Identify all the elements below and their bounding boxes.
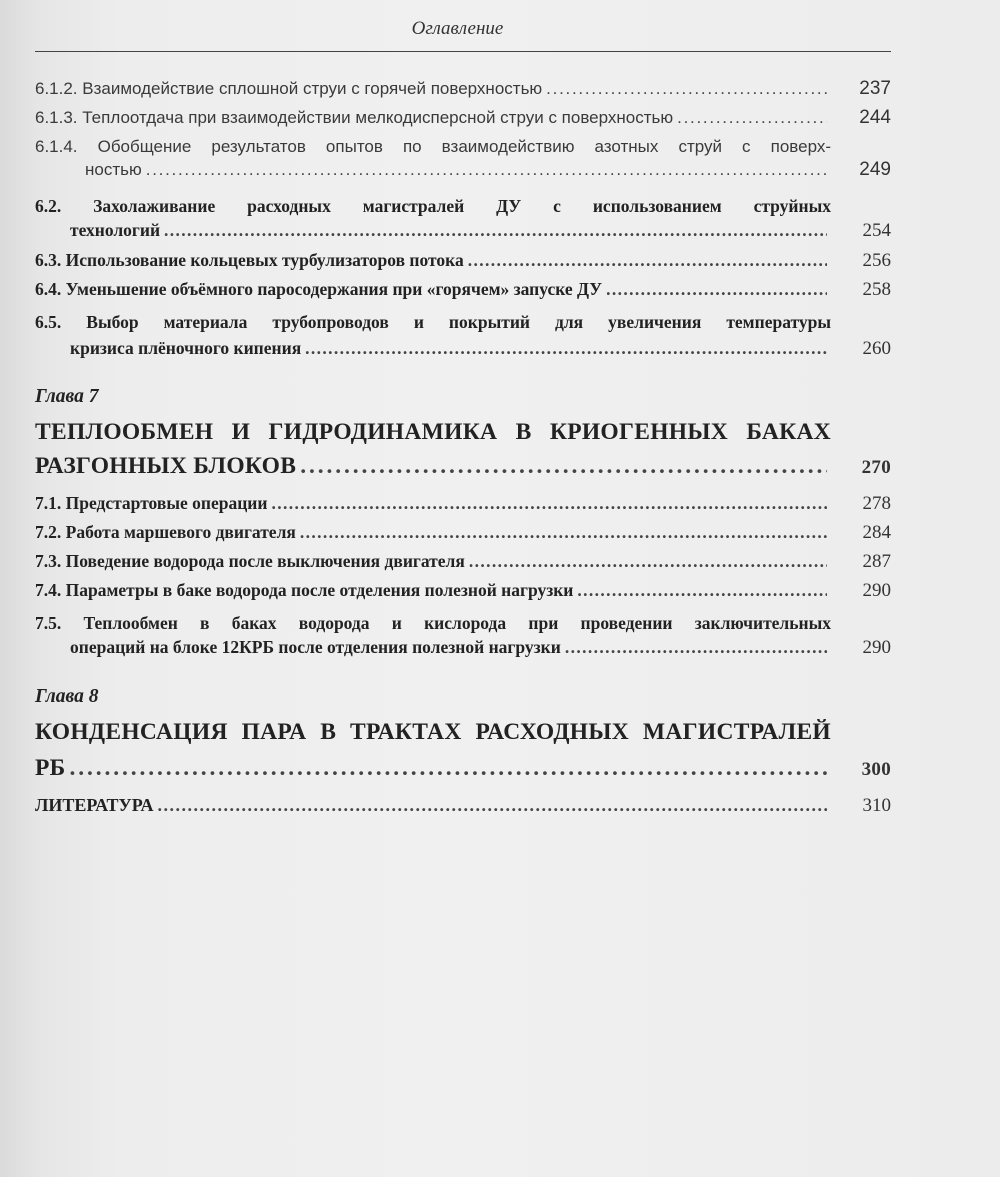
dot-leader <box>157 795 827 816</box>
dot-leader <box>565 637 827 658</box>
toc-page-number: 237 <box>859 78 891 99</box>
toc-page-number: 258 <box>862 279 891 300</box>
toc-entry-title: 7.2. Работа маршевого двигателя <box>35 522 296 542</box>
dot-leader <box>300 453 827 480</box>
table-of-contents <box>35 78 891 825</box>
dot-leader <box>300 522 827 543</box>
toc-entry-6-5 <box>35 308 891 368</box>
chapter-7-label: Глава 7 <box>35 386 99 407</box>
toc-entry-6-1-4 <box>35 134 891 186</box>
toc-page-number: 270 <box>861 457 891 478</box>
dot-leader <box>146 160 827 180</box>
toc-entry-7-5 <box>35 609 891 666</box>
toc-entry-title-line1: 6.1.4. Обобщение результатов опытов по взаимодействию азотных струй с поверх- <box>35 137 831 156</box>
toc-entry-title: 7.3. Поведение водорода после выключения двигателя <box>35 551 465 571</box>
toc-page-number: 290 <box>862 580 891 601</box>
toc-entry-title-line2: технологий <box>70 220 161 240</box>
toc-entry-7-2 <box>35 522 891 551</box>
toc-page-number: 300 <box>861 759 891 780</box>
toc-entry-6-3 <box>35 250 891 279</box>
toc-entry-title: 7.1. Предстартовые операции <box>35 493 268 513</box>
chapter-8-label: Глава 8 <box>35 686 99 707</box>
dot-leader <box>546 79 827 99</box>
dot-leader <box>164 220 827 241</box>
toc-entry-6-2 <box>35 192 891 250</box>
chapter-title-line1: ТЕПЛООБМЕН И ГИДРОДИНАМИКА В КРИОГЕННЫХ БАКАХ <box>35 419 831 445</box>
toc-entry-title: 6.4. Уменьшение объёмного паросодержания при «горячем» запуске ДУ <box>35 279 603 299</box>
dot-leader <box>70 755 828 782</box>
toc-entry-title-line2: кризиса плёночного кипения <box>70 338 302 358</box>
toc-page-number: 244 <box>859 107 891 128</box>
toc-entry-title: 6.1.2. Взаимодействие сплошной струи с горячей поверхностью <box>35 79 543 98</box>
dot-leader <box>271 493 827 514</box>
toc-page-number: 287 <box>862 551 891 572</box>
toc-page-number: 260 <box>862 338 891 359</box>
toc-entry-6-1-2 <box>35 78 891 107</box>
toc-page-number: 249 <box>859 159 891 180</box>
toc-entry-title: 7.4. Параметры в баке водорода после отделения полезной нагрузки <box>35 580 574 600</box>
toc-entry-title-line1: 7.5. Теплообмен в баках водорода и кислорода при проведении заключительных <box>35 613 831 633</box>
toc-entry-6-1-3 <box>35 107 891 136</box>
toc-entry-title-line1: 6.5. Выбор материала трубопроводов и покрытий для увеличения температуры <box>35 312 831 332</box>
dot-leader <box>305 338 827 359</box>
toc-page-number: 256 <box>862 250 891 271</box>
toc-entry-title-line1: 6.2. Захолаживание расходных магистралей ДУ с использованием струйных <box>35 196 831 216</box>
dot-leader <box>468 250 827 271</box>
chapter-7-title <box>35 413 891 487</box>
header-rule <box>35 51 891 52</box>
running-head: Оглавление <box>411 18 504 39</box>
toc-entry-literature <box>35 795 891 825</box>
toc-page-number: 290 <box>862 637 891 658</box>
dot-leader <box>469 551 827 572</box>
toc-entry-6-4 <box>35 279 891 308</box>
toc-entry-title-line2: операций на блоке 12КРБ после отделения полезной нагрузки <box>70 637 561 657</box>
toc-entry-title-line2: ностью <box>85 160 142 179</box>
toc-page-number: 278 <box>862 493 891 514</box>
toc-entry-title: 6.1.3. Теплоотдача при взаимодействии мелкодисперсной струи с поверхностью <box>35 108 674 127</box>
toc-page-number: 254 <box>862 220 891 241</box>
dot-leader <box>577 580 827 601</box>
dot-leader <box>677 108 827 128</box>
toc-page-number: 284 <box>862 522 891 543</box>
toc-entry-7-3 <box>35 551 891 580</box>
toc-entry-title: 6.3. Использование кольцевых турбулизаторов потока <box>35 250 464 270</box>
toc-page-number: 310 <box>862 795 891 816</box>
chapter-title-line2: РАЗГОННЫХ БЛОКОВ <box>35 453 297 479</box>
chapter-8-title <box>35 713 891 789</box>
toc-entry-title: ЛИТЕРАТУРА <box>35 795 154 815</box>
toc-entry-7-1 <box>35 493 891 522</box>
chapter-title-line2: РБ <box>35 755 66 781</box>
chapter-title-line1: КОНДЕНСАЦИЯ ПАРА В ТРАКТАХ РАСХОДНЫХ МАГИСТРАЛЕЙ <box>35 719 831 745</box>
dot-leader <box>606 279 827 300</box>
toc-entry-7-4 <box>35 580 891 609</box>
